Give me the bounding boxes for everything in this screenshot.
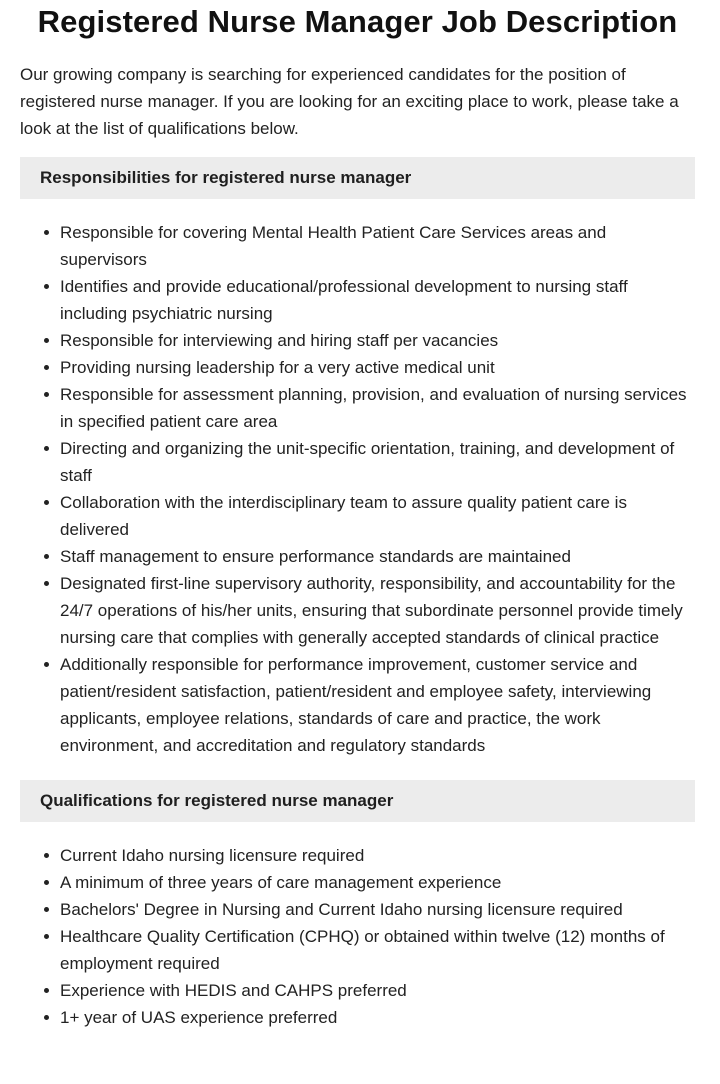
list-item: Responsible for interviewing and hiring staff per vacancies bbox=[60, 327, 695, 354]
list-item: Additionally responsible for performance improvement, customer service and patient/resident satisfaction, patient/resident and employee safety, interviewing applicants, employee relations, standards of care and practice, the work environment, and accreditation and regulatory standards bbox=[60, 651, 695, 759]
list-item: Collaboration with the interdisciplinary team to assure quality patient care is delivered bbox=[60, 489, 695, 543]
list-item: Designated first-line supervisory authority, responsibility, and accountability for the 24/7 operations of his/her units, ensuring that subordinate personnel provide timely nursing care that complies with generally accepted standards of clinical practice bbox=[60, 570, 695, 651]
qualifications-heading: Qualifications for registered nurse manager bbox=[20, 780, 695, 822]
list-item: Directing and organizing the unit-specific orientation, training, and development of staff bbox=[60, 435, 695, 489]
list-item: Healthcare Quality Certification (CPHQ) or obtained within twelve (12) months of employment required bbox=[60, 923, 695, 977]
responsibilities-list bbox=[20, 219, 695, 759]
list-item: Current Idaho nursing licensure required bbox=[60, 842, 695, 869]
list-item: Identifies and provide educational/professional development to nursing staff including psychiatric nursing bbox=[60, 273, 695, 327]
list-item: Staff management to ensure performance standards are maintained bbox=[60, 543, 695, 570]
list-item: Providing nursing leadership for a very active medical unit bbox=[60, 354, 695, 381]
page-title: Registered Nurse Manager Job Description bbox=[37, 4, 678, 39]
intro-paragraph: Our growing company is searching for experienced candidates for the position of registered nurse manager. If you are looking for an exciting place to work, please take a look at the list of qualifications below. bbox=[20, 65, 679, 138]
qualifications-list bbox=[20, 842, 695, 1031]
responsibilities-heading: Responsibilities for registered nurse manager bbox=[20, 157, 695, 199]
list-item: A minimum of three years of care management experience bbox=[60, 869, 695, 896]
list-item: Bachelors' Degree in Nursing and Current Idaho nursing licensure required bbox=[60, 896, 695, 923]
list-item: Responsible for assessment planning, provision, and evaluation of nursing services in specified patient care area bbox=[60, 381, 695, 435]
list-item: Experience with HEDIS and CAHPS preferred bbox=[60, 977, 695, 1004]
list-item: 1+ year of UAS experience preferred bbox=[60, 1004, 695, 1031]
list-item: Responsible for covering Mental Health Patient Care Services areas and supervisors bbox=[60, 219, 695, 273]
